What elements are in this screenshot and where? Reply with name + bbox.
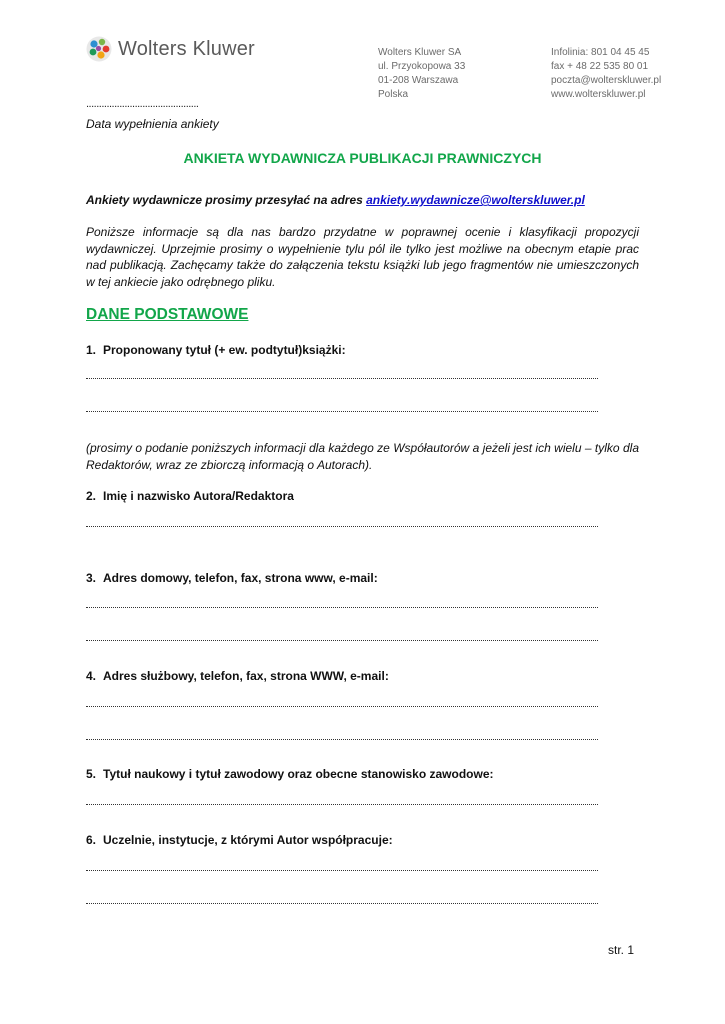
- address-line: Polska: [378, 89, 409, 100]
- question-text: Imię i nazwisko Autora/Redaktora: [103, 489, 294, 503]
- answer-line[interactable]: [86, 638, 598, 641]
- send-text: Ankiety wydawnicze prosimy przesyłać na adres: [86, 193, 367, 207]
- address-line: 01-208 Warszawa: [378, 75, 459, 86]
- question-number: 1.: [86, 343, 97, 357]
- question-5: [86, 767, 494, 781]
- answer-line[interactable]: [86, 409, 598, 412]
- email-link[interactable]: ankiety.wydawnicze@wolterskluwer.pl: [366, 193, 585, 207]
- question-text: Adres domowy, telefon, fax, strona www, e-mail:: [103, 571, 378, 585]
- intro-paragraph: Poniższe informacje są dla nas bardzo przydatne w poprawnej ocenie i klasyfikacji propozycji wydawniczej. Uprzejmie prosimy o wypełnienie tylu pól ile tylko jest możliwe na obecnym etapie prac nad publikacją. Zachęcamy także do załączenia tekstu książki lub jego fragmentów nie umieszczonych w tej ankiecie jako odrębnego pliku.: [86, 225, 639, 289]
- date-fill-line[interactable]: ............................................: [86, 98, 199, 110]
- section-heading: DANE PODSTAWOWE: [86, 306, 249, 323]
- question-number: 3.: [86, 571, 97, 585]
- answer-line[interactable]: [86, 737, 598, 740]
- coauthors-note: (prosimy o podanie poniższych informacji dla każdego ze Współautorów a jeżeli jest ich wielu – tylko dla Redaktorów, wraz ze zbiorczą informacją o Autorach).: [86, 441, 639, 472]
- company-address: [378, 46, 465, 102]
- date-label: Data wypełnienia ankiety: [86, 117, 219, 131]
- address-line: Wolters Kluwer SA: [378, 47, 462, 58]
- answer-line[interactable]: [86, 901, 598, 904]
- question-number: 5.: [86, 767, 97, 781]
- answer-line[interactable]: [86, 605, 598, 608]
- answer-line[interactable]: [86, 704, 598, 707]
- question-3: [86, 571, 378, 585]
- question-number: 4.: [86, 669, 97, 683]
- question-text: Adres służbowy, telefon, fax, strona WWW, e-mail:: [103, 669, 389, 683]
- survey-title: ANKIETA WYDAWNICZA PUBLIKACJI PRAWNICZYCH: [183, 150, 542, 166]
- question-2: [86, 489, 294, 503]
- contact-line: www.wolterskluwer.pl: [551, 89, 646, 100]
- contact-line: fax + 48 22 535 80 01: [551, 61, 649, 72]
- address-line: ul. Przyokopowa 33: [378, 61, 466, 72]
- answer-line[interactable]: [86, 868, 598, 871]
- contact-line: poczta@wolterskluwer.pl: [551, 75, 662, 86]
- question-text: Uczelnie, instytucje, z którymi Autor współpracuje:: [103, 833, 393, 847]
- brand-name: Wolters Kluwer: [118, 37, 255, 60]
- company-contact: [551, 46, 661, 102]
- send-instruction: [86, 193, 585, 207]
- globe-logo-icon: [86, 36, 112, 62]
- question-6: [86, 833, 393, 847]
- answer-line[interactable]: [86, 524, 598, 527]
- question-text: Proponowany tytuł (+ ew. podtytuł)książki:: [103, 343, 346, 357]
- contact-line: Infolinia: 801 04 45 45: [551, 47, 650, 58]
- page-number: str. 1: [608, 943, 635, 957]
- answer-line[interactable]: [86, 376, 598, 379]
- answer-line[interactable]: [86, 802, 598, 805]
- question-4: [86, 669, 389, 683]
- question-text: Tytuł naukowy i tytuł zawodowy oraz obecne stanowisko zawodowe:: [103, 767, 494, 781]
- question-1: [86, 343, 346, 357]
- question-number: 2.: [86, 489, 97, 503]
- question-number: 6.: [86, 833, 97, 847]
- wolters-kluwer-logo: [86, 36, 255, 62]
